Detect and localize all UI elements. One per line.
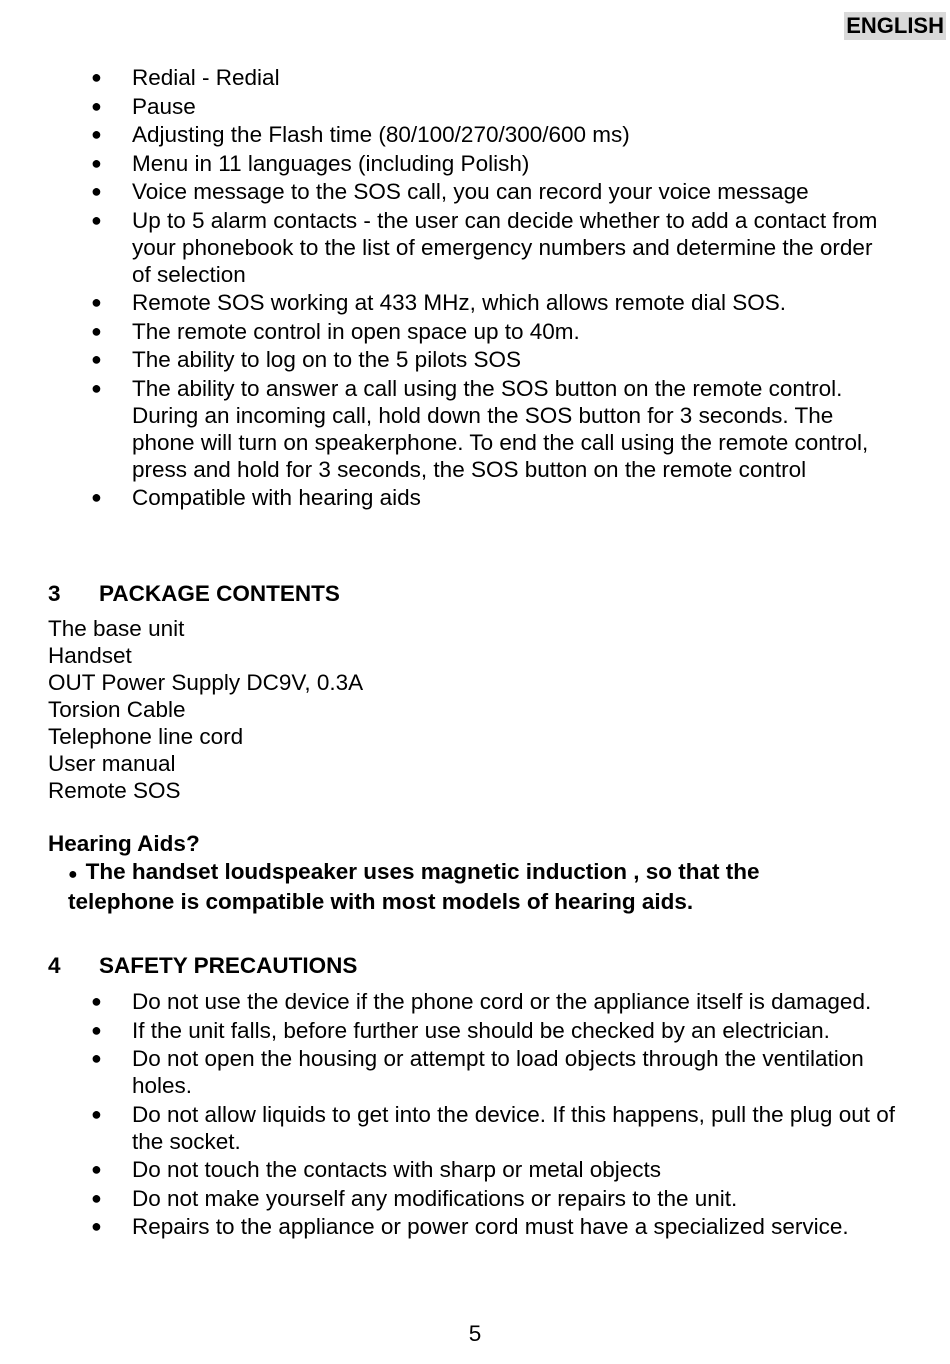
hearing-aids-heading: Hearing Aids? [48, 831, 200, 856]
list-item [0, 484, 897, 511]
package-contents-list [48, 615, 363, 804]
list-item: Handset [48, 643, 132, 668]
list-item-text: Compatible with hearing aids [132, 485, 421, 510]
bullet-icon: ● [91, 1019, 102, 1040]
hearing-aids-text: The handset loudspeaker uses magnetic induction , so that the telephone is compatible with most models of hearing aids. [68, 859, 760, 914]
list-item-text: Adjusting the Flash time (80/100/270/300/600 ms) [132, 122, 630, 147]
list-item: Remote SOS [48, 778, 181, 803]
list-item [0, 289, 897, 316]
list-item-text: Pause [132, 93, 196, 119]
section-heading-package-contents [48, 580, 340, 608]
section-heading-safety-precautions [48, 952, 357, 980]
section-title: PACKAGE CONTENTS [99, 581, 340, 606]
list-item [0, 375, 897, 483]
list-item-text: Do not open the housing or attempt to load objects through the ventilation holes. [132, 1046, 864, 1098]
list-item [0, 988, 912, 1015]
bullet-icon: ● [91, 1159, 102, 1179]
safety-list [0, 988, 912, 1242]
bullet-icon: ● [91, 487, 102, 507]
list-item [0, 64, 897, 91]
bullet-icon: ● [91, 95, 102, 116]
bullet-icon: ● [91, 124, 102, 144]
list-item-text: Repairs to the appliance or power cord must have a specialized service. [132, 1214, 849, 1239]
list-item-text: Do not use the device if the phone cord or the appliance itself is damaged. [132, 989, 872, 1014]
list-item [0, 150, 897, 177]
list-item [0, 1017, 912, 1044]
bullet-icon: ● [91, 377, 102, 398]
list-item-text: Menu in 11 languages (including Polish) [132, 150, 530, 176]
list-item: OUT Power Supply DC9V, 0.3A [48, 670, 364, 695]
list-item-text: The ability to answer a call using the SOS button on the remote control. During an incoming call, hold down the SOS button for 3 seconds. The phone will turn on speakerphone. To end the call using the remote control, press and hold for 3 seconds, the SOS button on the remote control [132, 375, 869, 482]
bullet-icon: ● [91, 320, 102, 341]
list-item-text: Do not touch the contacts with sharp or metal objects [132, 1157, 662, 1182]
bullet-icon: ● [91, 292, 102, 312]
list-item [0, 318, 897, 345]
list-item-text: Redial - Redial [132, 65, 280, 90]
list-item: Torsion Cable [48, 697, 186, 722]
list-item-text: The ability to log on to the 5 pilots SOS [132, 347, 521, 372]
language-label: ENGLISH [846, 13, 944, 38]
bullet-icon: ● [91, 1216, 102, 1236]
list-item-text: Do not make yourself any modifications or repairs to the unit. [132, 1185, 738, 1211]
features-list [0, 64, 897, 513]
list-item-text: If the unit falls, before further use should be checked by an electrician. [132, 1017, 830, 1043]
bullet-icon: ● [91, 1103, 102, 1124]
list-item-text: Up to 5 alarm contacts - the user can decide whether to add a contact from your phonebook to the list of emergency numbers and determine the order of selection [132, 207, 878, 287]
list-item-text: Voice message to the SOS call, you can record your voice message [132, 179, 809, 204]
bullet-icon: ● [91, 991, 102, 1011]
list-item [0, 346, 897, 373]
list-item [0, 1185, 912, 1212]
list-item [0, 1156, 912, 1183]
bullet-icon: ● [91, 67, 102, 87]
list-item [0, 1045, 912, 1099]
section-number: 3 [48, 581, 61, 606]
bullet-icon: ● [91, 181, 102, 201]
list-item [0, 121, 897, 148]
list-item [0, 1213, 912, 1240]
bullet-icon: ● [91, 209, 102, 230]
list-item-text: Do not allow liquids to get into the device. If this happens, pull the plug out of the socket. [132, 1101, 895, 1154]
section-number: 4 [48, 953, 61, 978]
list-item [0, 207, 897, 288]
page-number: 5 [468, 1321, 482, 1346]
list-item [0, 1101, 912, 1155]
bullet-icon: ● [91, 1187, 102, 1208]
bullet-icon: ● [68, 866, 78, 883]
list-item [0, 93, 897, 120]
list-item: Telephone line cord [48, 724, 244, 749]
hearing-aids-note [68, 858, 848, 915]
list-item-text: The remote control in open space up to 40m. [132, 318, 580, 344]
bullet-icon: ● [91, 152, 102, 173]
bullet-icon: ● [91, 349, 102, 369]
list-item-text: Remote SOS working at 433 MHz, which allows remote dial SOS. [132, 290, 787, 315]
section-title: SAFETY PRECAUTIONS [99, 953, 358, 978]
list-item: User manual [48, 751, 176, 776]
bullet-icon: ● [91, 1048, 102, 1068]
list-item: The base unit [48, 616, 185, 641]
list-item [0, 178, 897, 205]
